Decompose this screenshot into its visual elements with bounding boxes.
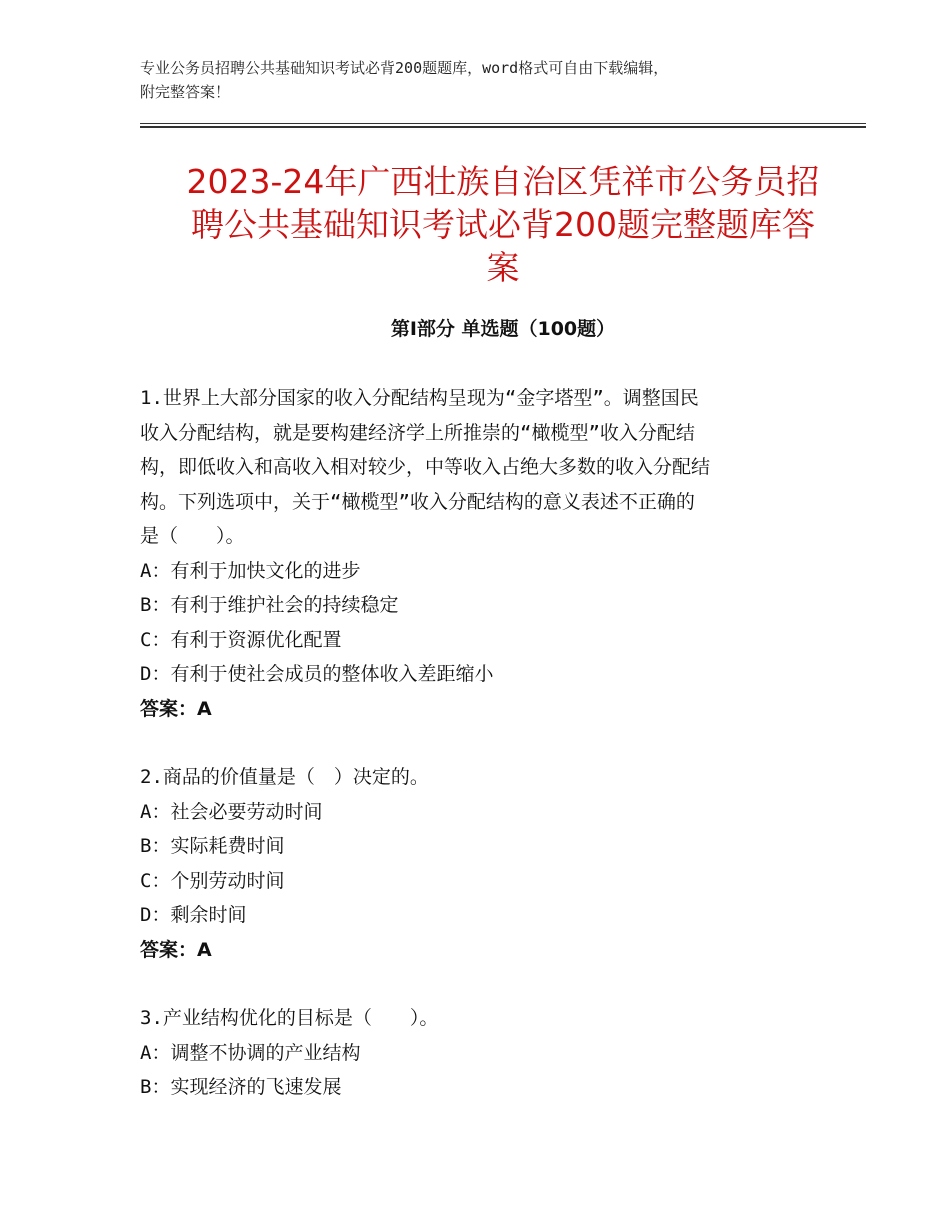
title-line: 案 <box>486 248 520 287</box>
question-stem-line: 3.产业结构优化的目标是（ ）。 <box>140 1007 439 1029</box>
answer-line: 答案：A <box>140 697 212 720</box>
question-list <box>140 381 800 1105</box>
header-note <box>140 56 800 104</box>
question-stem-line: 收入分配结构，就是要构建经济学上所推崇的“橄榄型”收入分配结 <box>140 421 695 444</box>
header-note-line: 专业公务员招聘公共基础知识考试必背200题题库，word格式可自由下载编辑， <box>140 59 669 77</box>
divider <box>140 123 866 124</box>
option-a: A：社会必要劳动时间 <box>140 800 323 823</box>
option-c: C：有利于资源优化配置 <box>140 628 342 651</box>
option-a: A：调整不协调的产业结构 <box>140 1041 361 1064</box>
spacer <box>140 967 800 1001</box>
question-item <box>140 1001 800 1105</box>
title-line: 聘公共基础知识考试必背200题完整题库答 <box>191 205 815 244</box>
option-b: B：有利于维护社会的持续稳定 <box>140 594 399 616</box>
divider <box>140 126 866 128</box>
section-title: 第Ⅰ部分 单选题（100题） <box>390 318 616 340</box>
option-d: D：有利于使社会成员的整体收入差距缩小 <box>140 663 494 685</box>
option-b: B：实现经济的飞速发展 <box>140 1076 342 1098</box>
header-note-line: 附完整答案！ <box>140 83 231 101</box>
option-d: D：剩余时间 <box>140 904 247 926</box>
document-title <box>140 160 866 289</box>
question-stem-line: 构，即低收入和高收入相对较少，中等收入占绝大多数的收入分配结 <box>140 456 711 478</box>
option-b: B：实际耗费时间 <box>140 835 285 857</box>
question-stem-line: 2.商品的价值量是（ ）决定的。 <box>140 766 429 788</box>
question-item <box>140 381 800 726</box>
spacer <box>140 726 800 760</box>
option-a: A：有利于加快文化的进步 <box>140 559 361 582</box>
question-stem-line: 是（ ）。 <box>140 525 245 547</box>
question-item <box>140 760 800 967</box>
answer-line: 答案：A <box>140 938 212 961</box>
option-c: C：个别劳动时间 <box>140 869 285 892</box>
question-stem-line: 1.世界上大部分国家的收入分配结构呈现为“金字塔型”。调整国民 <box>140 387 699 409</box>
title-line: 2023-24年广西壮族自治区凭祥市公务员招 <box>186 162 820 201</box>
question-stem-line: 构。下列选项中，关于“橄榄型”收入分配结构的意义表述不正确的 <box>140 490 695 513</box>
